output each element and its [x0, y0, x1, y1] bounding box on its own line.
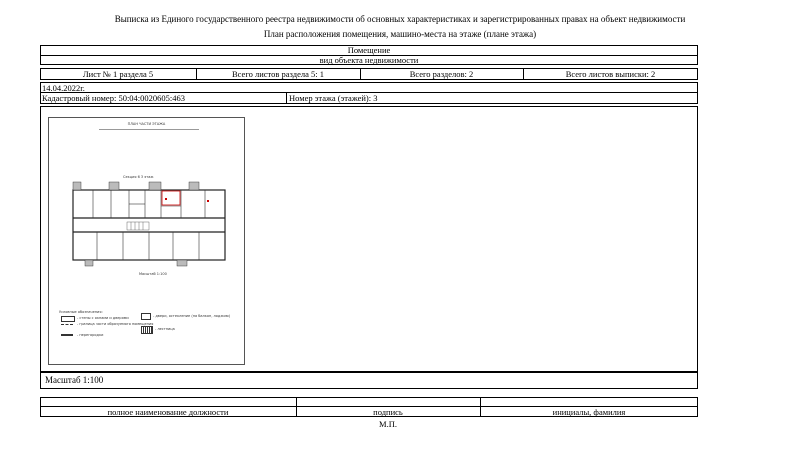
- legend-swatch-partitions: [61, 334, 73, 336]
- legend-swatch-doors: [141, 313, 151, 320]
- cadastral-number: Кадастровый номер: 50:04:0020605:463: [42, 93, 186, 103]
- total-sheets-extract: Всего листов выписки: 2: [565, 69, 656, 79]
- stamp-label: М.П.: [379, 419, 397, 429]
- signature-initials-caption: инициалы, фамилия: [552, 407, 626, 417]
- legend-item-boundary: - граница части образуемого помещения: [77, 322, 154, 326]
- floor-plan-drawing: [49, 178, 244, 298]
- sheet-number: Лист № 1 раздела 5: [82, 69, 154, 79]
- legend-swatch-stairs: [141, 326, 153, 334]
- extract-date: 14.04.2022г.: [42, 83, 85, 93]
- room-markers: [165, 198, 209, 202]
- signature-caption: подпись: [373, 407, 403, 417]
- floor-number: Номер этажа (этажей): 3: [289, 93, 378, 103]
- legend-swatch-walls: [61, 316, 75, 322]
- total-sections: Всего разделов: 2: [409, 69, 474, 79]
- extract-title: Выписка из Единого государственного реестра недвижимости об основных характеристиках и зарегистрированных правах на объект недвижимости: [114, 14, 686, 24]
- floor-plan-sheet: [48, 117, 245, 365]
- scale-text: Масштаб 1:100: [45, 375, 104, 385]
- legend-title: Условные обозначения:: [59, 310, 103, 314]
- stairs: [127, 222, 149, 230]
- object-type: Помещение: [347, 45, 391, 55]
- legend-item-partitions: - перегородки: [77, 333, 104, 337]
- signature-position-caption: полное наименование должности: [107, 407, 229, 417]
- section-label: Секция 6 3 этаж: [123, 175, 154, 179]
- legend-item-stairs: - лестница: [155, 327, 175, 331]
- legend-item-walls: - стены с окнами и дверями: [77, 316, 129, 320]
- legend-swatch-boundary: [61, 324, 73, 325]
- plan-subtitle: План расположения помещения, машино-места на этаже (плане этажа): [263, 29, 537, 39]
- object-type-caption: вид объекта недвижимости: [319, 55, 419, 65]
- legend-item-doors: - двери, остекление (на балкон, лоджию): [153, 314, 231, 318]
- total-sheets-section: Всего листов раздела 5: 1: [232, 69, 324, 79]
- plan-scale-label: Масштаб 1:100: [139, 272, 167, 276]
- plan-title: ПЛАН ЧАСТИ ЭТАЖА: [127, 122, 166, 126]
- highlighted-room: [162, 191, 180, 205]
